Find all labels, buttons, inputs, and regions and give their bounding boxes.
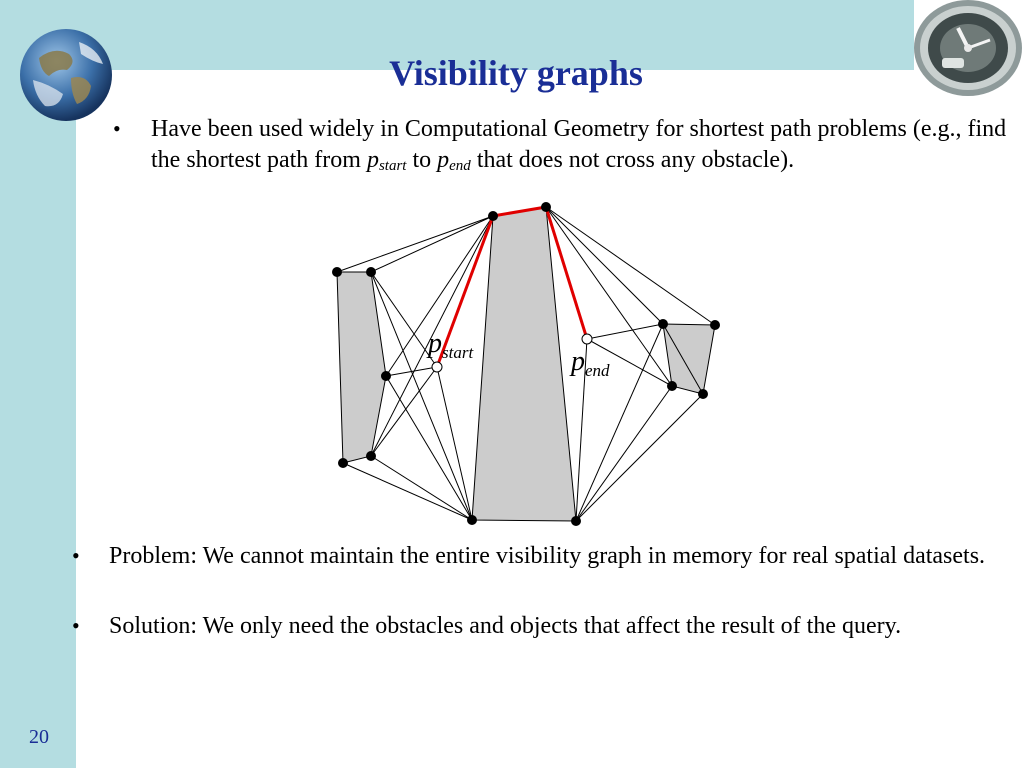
visibility-edge <box>546 207 672 386</box>
bullet-marker: • <box>72 543 80 568</box>
visibility-edge <box>587 324 663 339</box>
end-point <box>582 334 592 344</box>
bullet-marker: • <box>72 613 80 638</box>
start-point <box>432 362 442 372</box>
bullet-text-solution: Solution: We only need the obstacles and objects that affect the result of the query. <box>109 613 902 639</box>
visibility-edge <box>576 386 672 521</box>
p-start-subscript: start <box>378 158 407 174</box>
bullet-marker: • <box>113 116 121 141</box>
p-start-symbol: p <box>366 147 379 173</box>
visibility-edge <box>576 394 703 521</box>
visibility-edge <box>386 376 472 520</box>
slide-title: Visibility graphs <box>389 53 643 93</box>
visibility-edge <box>546 207 715 325</box>
visibility-edge <box>437 367 472 520</box>
p-end-subscript: end <box>449 158 471 174</box>
obstacle-vertex <box>541 202 551 212</box>
obstacle-vertex <box>710 320 720 330</box>
end-label: pend <box>571 346 610 380</box>
obstacle-vertex <box>381 371 391 381</box>
obstacle-vertex <box>658 319 668 329</box>
page-number: 20 <box>29 726 49 748</box>
visibility-edge <box>576 324 663 521</box>
bullet-text-part: Have been used widely in Computational Geometry for shortest path problems (e.g., find the shortest path from <box>151 116 1007 173</box>
obstacle-vertex <box>332 267 342 277</box>
start-label: pstart <box>428 328 474 362</box>
visibility-edge <box>337 216 493 272</box>
obstacle-vertex <box>488 211 498 221</box>
obstacle-vertex <box>366 267 376 277</box>
p-end-symbol: p <box>437 147 450 173</box>
obstacle-vertex <box>338 458 348 468</box>
obstacle-vertex <box>667 381 677 391</box>
bullet-text-part: that does not cross any obstacle). <box>470 147 795 173</box>
bullet-text-part: to <box>406 147 438 173</box>
visibility-edge <box>371 456 472 520</box>
visibility-edge <box>386 367 437 376</box>
obstacle-vertex <box>366 451 376 461</box>
obstacle-vertex <box>698 389 708 399</box>
bullet-text-problem: Problem: We cannot maintain the entire visibility graph in memory for real spatial datasets. <box>109 543 986 569</box>
obstacle-left <box>337 272 386 463</box>
obstacle-vertex <box>467 515 477 525</box>
obstacle-vertex <box>571 516 581 526</box>
